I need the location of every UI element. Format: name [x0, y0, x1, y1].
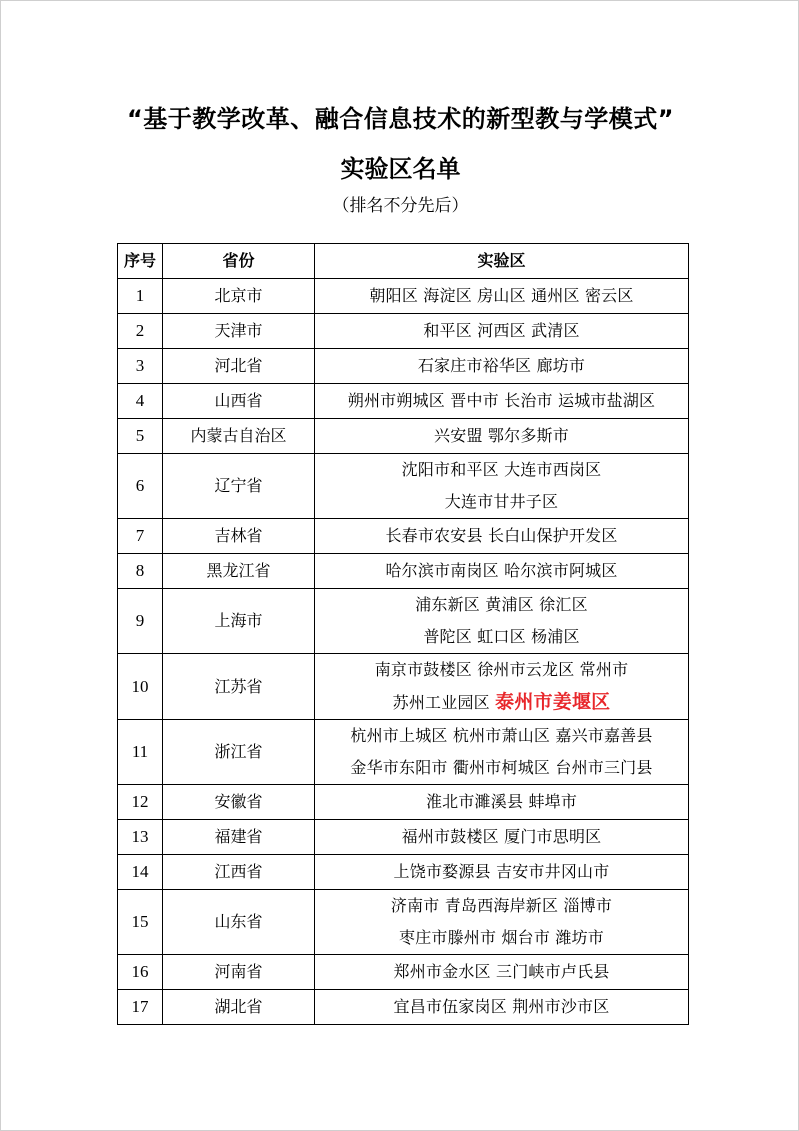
table-row [118, 654, 689, 720]
zone-text: 大连市甘井子区 [444, 492, 559, 511]
row-province: 福建省 [163, 820, 315, 855]
zone-line [315, 956, 688, 988]
zone-line [315, 486, 688, 518]
experimental-zone-table [117, 243, 689, 1025]
table-row [118, 785, 689, 820]
zone-text: 淮北市濉溪县 蚌埠市 [425, 792, 578, 811]
table-row [118, 820, 689, 855]
row-seq: 3 [118, 349, 163, 384]
zone-text: 郑州市金水区 三门峡市卢氏县 [393, 962, 610, 981]
table-row [118, 314, 689, 349]
zone-line [315, 890, 688, 922]
zone-text: 福州市鼓楼区 厦门市思明区 [401, 827, 602, 846]
zone-text: 和平区 河西区 武清区 [423, 321, 580, 340]
zone-line [315, 280, 688, 312]
zone-text: 济南市 青岛西海岸新区 淄博市 [390, 896, 613, 915]
table-row [118, 349, 689, 384]
table-row [118, 519, 689, 554]
zone-line [315, 385, 688, 417]
row-zones [315, 314, 689, 349]
row-seq: 1 [118, 279, 163, 314]
table-row [118, 454, 689, 519]
zone-line [315, 821, 688, 853]
row-seq: 15 [118, 890, 163, 955]
row-province: 山西省 [163, 384, 315, 419]
row-zones [315, 419, 689, 454]
row-province: 河北省 [163, 349, 315, 384]
row-seq: 7 [118, 519, 163, 554]
row-province: 江苏省 [163, 654, 315, 720]
table-row [118, 279, 689, 314]
zone-text: 沈阳市和平区 大连市西岗区 [401, 460, 602, 479]
row-province: 河南省 [163, 955, 315, 990]
zone-line [315, 350, 688, 382]
document-subtitle: （排名不分先后） [332, 196, 469, 216]
row-province: 内蒙古自治区 [163, 419, 315, 454]
zone-line [315, 315, 688, 347]
document-title-line2: 实验区名单 [340, 155, 461, 183]
table-row [118, 890, 689, 955]
zone-line [315, 654, 688, 686]
row-zones [315, 519, 689, 554]
row-province: 湖北省 [163, 990, 315, 1025]
row-seq: 13 [118, 820, 163, 855]
zone-line [315, 420, 688, 452]
zone-text: 宜昌市伍家岗区 荆州市沙市区 [393, 997, 610, 1016]
row-seq: 9 [118, 589, 163, 654]
zone-line [315, 752, 688, 784]
highlighted-zone: 泰州市姜堰区 [495, 691, 611, 713]
row-province: 北京市 [163, 279, 315, 314]
table-row [118, 419, 689, 454]
zone-line [315, 589, 688, 621]
row-zones [315, 955, 689, 990]
zone-text: 普陀区 虹口区 杨浦区 [423, 627, 580, 646]
zone-line [315, 720, 688, 752]
zone-text: 朝阳区 海淀区 房山区 通州区 密云区 [369, 286, 634, 305]
row-zones [315, 454, 689, 519]
zone-text: 枣庄市滕州市 烟台市 潍坊市 [399, 928, 604, 947]
table-row [118, 554, 689, 589]
row-province: 吉林省 [163, 519, 315, 554]
zone-text: 浦东新区 黄浦区 徐汇区 [415, 595, 588, 614]
row-zones [315, 654, 689, 720]
row-seq: 17 [118, 990, 163, 1025]
row-province: 黑龙江省 [163, 554, 315, 589]
zone-line [315, 786, 688, 818]
row-province: 江西省 [163, 855, 315, 890]
zone-line [315, 454, 688, 486]
zone-text: 苏州工业园区 [392, 693, 496, 712]
zone-text: 哈尔滨市南岗区 哈尔滨市阿城区 [385, 561, 618, 580]
row-province: 上海市 [163, 589, 315, 654]
row-zones [315, 720, 689, 785]
table-body [118, 279, 689, 1025]
row-seq: 5 [118, 419, 163, 454]
zone-line [315, 922, 688, 954]
document-title: “基于教学改革、融合信息技术的新型教与学模式” [126, 105, 675, 133]
row-seq: 4 [118, 384, 163, 419]
table-row [118, 990, 689, 1025]
header-seq: 序号 [118, 244, 163, 279]
row-seq: 10 [118, 654, 163, 720]
zone-text: 金华市东阳市 衢州市柯城区 台州市三门县 [350, 758, 653, 777]
zone-line [315, 621, 688, 653]
zone-line [315, 686, 688, 719]
row-seq: 6 [118, 454, 163, 519]
zone-line [315, 991, 688, 1023]
zone-text: 南京市鼓楼区 徐州市云龙区 常州市 [374, 660, 629, 679]
table-row [118, 955, 689, 990]
zone-line [315, 856, 688, 888]
zone-line [315, 520, 688, 552]
zone-text: 上饶市婺源县 吉安市井冈山市 [393, 862, 610, 881]
row-seq: 8 [118, 554, 163, 589]
row-province: 辽宁省 [163, 454, 315, 519]
row-zones [315, 349, 689, 384]
row-zones [315, 554, 689, 589]
zone-text: 兴安盟 鄂尔多斯市 [434, 426, 569, 445]
row-zones [315, 589, 689, 654]
table-row [118, 720, 689, 785]
row-seq: 2 [118, 314, 163, 349]
row-zones [315, 384, 689, 419]
table-row [118, 855, 689, 890]
row-zones [315, 855, 689, 890]
row-province: 天津市 [163, 314, 315, 349]
zone-text: 杭州市上城区 杭州市萧山区 嘉兴市嘉善县 [350, 726, 653, 745]
row-seq: 14 [118, 855, 163, 890]
row-zones [315, 990, 689, 1025]
table-row [118, 589, 689, 654]
header-zone: 实验区 [315, 244, 689, 279]
row-zones [315, 890, 689, 955]
row-zones [315, 279, 689, 314]
row-seq: 12 [118, 785, 163, 820]
zone-line [315, 555, 688, 587]
table-row [118, 384, 689, 419]
zone-text: 长春市农安县 长白山保护开发区 [385, 526, 618, 545]
row-seq: 11 [118, 720, 163, 785]
table-header-row [118, 244, 689, 279]
header-province: 省份 [163, 244, 315, 279]
row-province: 山东省 [163, 890, 315, 955]
row-zones [315, 785, 689, 820]
row-province: 浙江省 [163, 720, 315, 785]
zone-text: 朔州市朔城区 晋中市 长治市 运城市盐湖区 [347, 391, 656, 410]
row-province: 安徽省 [163, 785, 315, 820]
row-seq: 16 [118, 955, 163, 990]
row-zones [315, 820, 689, 855]
zone-text: 石家庄市裕华区 廊坊市 [417, 356, 586, 375]
